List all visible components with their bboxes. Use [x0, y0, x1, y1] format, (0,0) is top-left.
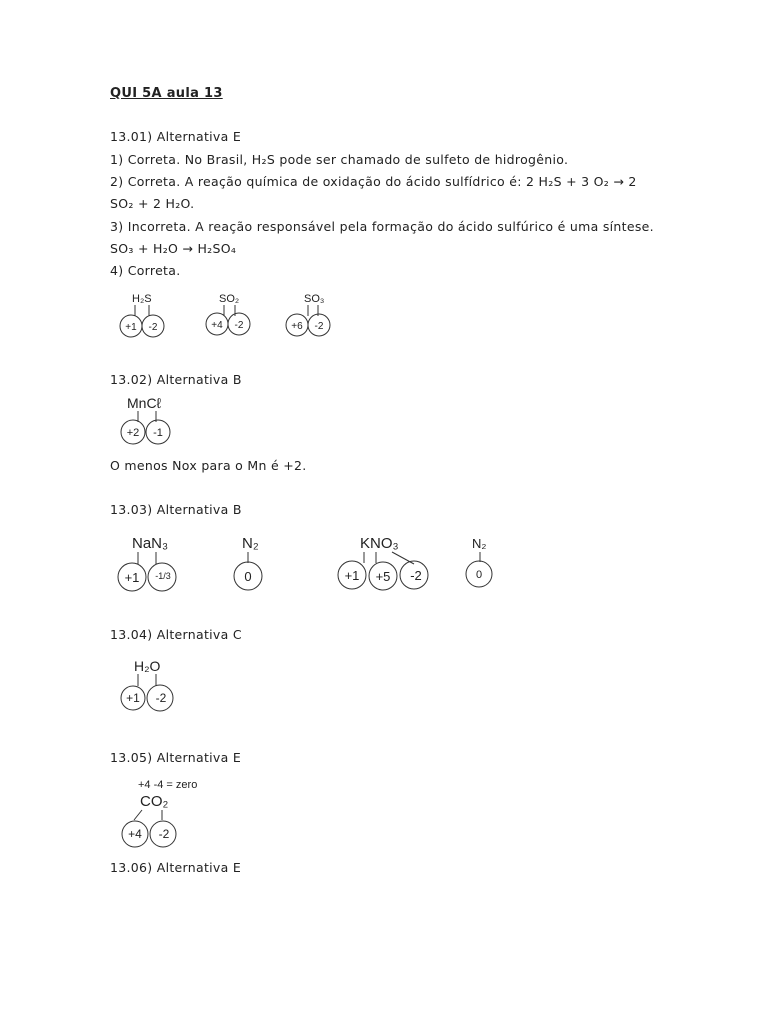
nox-diagram-n2-a [230, 532, 270, 596]
q4-header: 13.04) Alternativa C [110, 627, 242, 642]
q3-header: 13.03) Alternativa B [110, 502, 242, 517]
nox-label: -2 [410, 568, 422, 583]
nox-diagram-h2o [118, 656, 182, 714]
nox-label: 0 [475, 569, 483, 581]
nox-diagram-so2 [204, 290, 264, 342]
nox-diagram-so3 [284, 290, 344, 342]
nox-diagram-kno3 [336, 532, 436, 596]
nox-label: +6 [291, 321, 303, 332]
formula-label: SO₂ [219, 293, 240, 305]
nox-label: 0 [244, 569, 252, 584]
nox-label: +5 [375, 569, 391, 584]
q1-line-6: 4) Correta. [110, 263, 181, 278]
q6-header: 13.06) Alternativa E [110, 860, 242, 875]
sum-note: +4 -4 = zero [138, 779, 198, 791]
formula-label: SO₃ [304, 293, 325, 305]
nox-label: -1/3 [155, 571, 171, 581]
document-title: QUI 5A aula 13 [110, 86, 223, 101]
nox-label: -2 [314, 321, 324, 332]
nox-label: +4 [211, 320, 223, 331]
q1-header: 13.01) Alternativa E [110, 129, 242, 144]
nox-label: +1 [124, 570, 140, 585]
formula-label: H₂S [132, 293, 152, 305]
nox-label: -1 [153, 427, 163, 439]
formula-label: CO₂ [140, 793, 169, 810]
nox-label: -2 [234, 320, 244, 331]
formula-label: NaN₃ [132, 535, 169, 552]
formula-label: N₂ [242, 535, 259, 552]
formula-label: N₂ [472, 536, 487, 551]
nox-diagram-n2-b [460, 534, 500, 594]
q1-line-5: SO₃ + H₂O → H₂SO₄ [110, 241, 237, 256]
nox-label: +1 [126, 691, 140, 705]
formula-label: H₂O [134, 658, 161, 674]
q5-header: 13.05) Alternativa E [110, 750, 242, 765]
nox-label: +1 [125, 322, 137, 333]
q1-line-3: SO₂ + 2 H₂O. [110, 196, 195, 211]
nox-label: -2 [158, 827, 170, 841]
nox-diagram-nan3 [116, 532, 186, 596]
q1-line-2: 2) Correta. A reação química de oxidação do ácido sulfídrico é: 2 H₂S + 3 O₂ → 2 [110, 174, 637, 189]
q2-text: O menos Nox para o Mn é +2. [110, 458, 307, 473]
formula-label: MnCℓ [127, 395, 162, 411]
nox-label: -2 [155, 691, 167, 705]
nox-diagram-co2 [118, 776, 218, 858]
q1-line-4: 3) Incorreta. A reação responsável pela formação do ácido sulfúrico é uma síntese. [110, 219, 654, 234]
nox-diagram-mncl [118, 394, 180, 448]
nox-label: +4 [128, 827, 142, 841]
nox-diagram-h2s [118, 290, 178, 342]
q2-header: 13.02) Alternativa B [110, 372, 242, 387]
formula-label: KNO₃ [360, 535, 399, 552]
nox-label: +1 [344, 568, 360, 583]
nox-label: -2 [148, 322, 158, 333]
nox-label: +2 [126, 427, 140, 439]
q1-line-1: 1) Correta. No Brasil, H₂S pode ser chamado de sulfeto de hidrogênio. [110, 152, 569, 167]
